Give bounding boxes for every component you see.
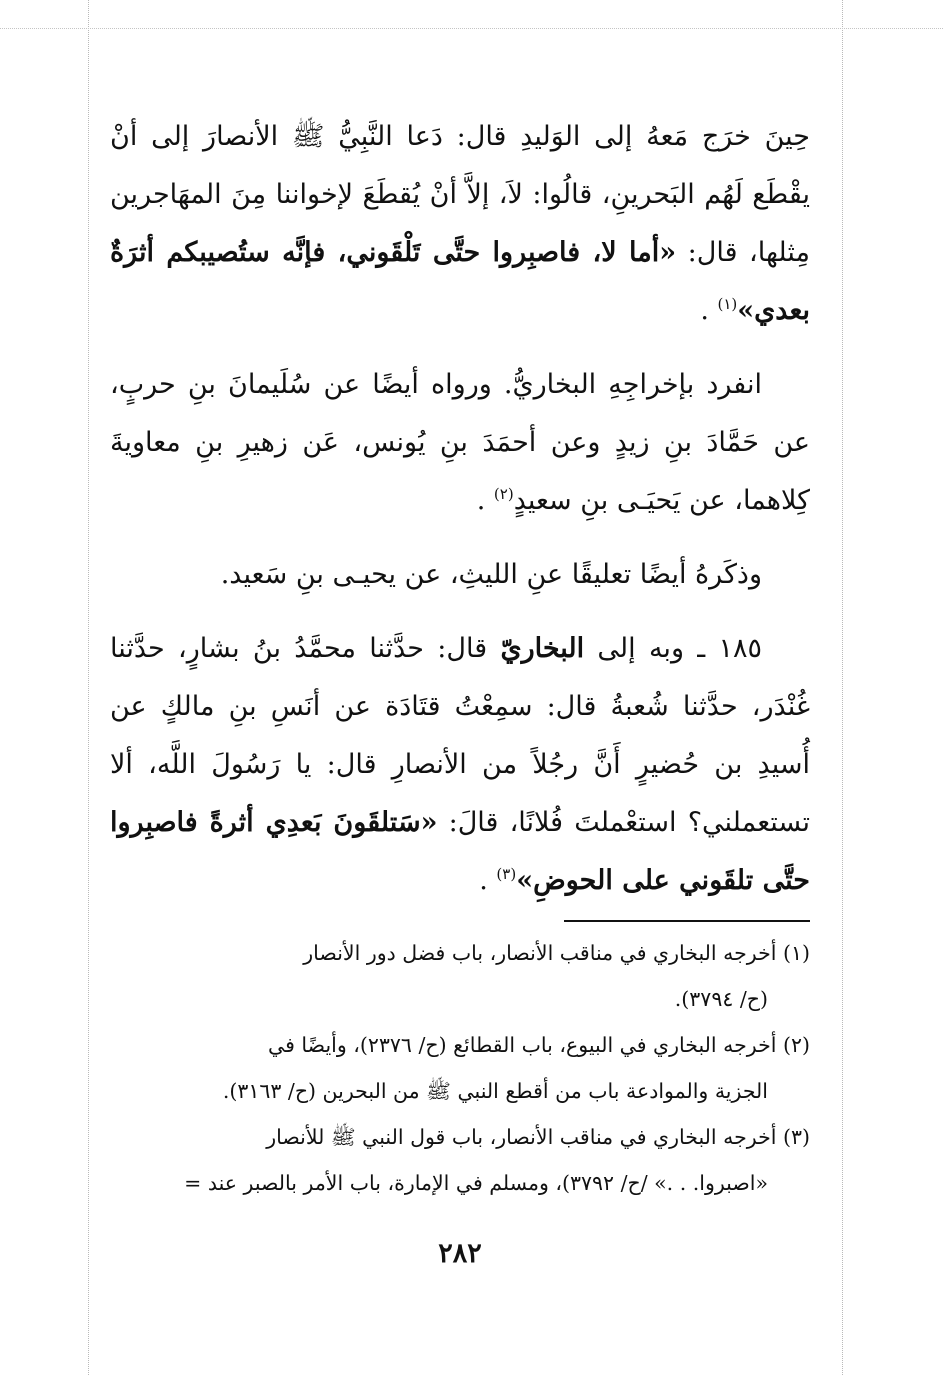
footnote-ref-3[interactable]: (٣): [496, 865, 517, 883]
page-number: ٢٨٢: [438, 1238, 482, 1269]
hadith-185-chain: قال: حدَّثنا محمَّدُ بنُ بشارٍ، حدَّثنا غُنْدَر، حدَّثنا شُعبةُ قال: سمِعْتُ قتَادَة عن أنَسِ بنِ مالكٍ عن أُسيدِ بن حُضيرٍ أَنَّ رجُلاً من الأنصارِ قال: يا رَسُولَ اللَّه، ألا تستعملني؟ استعْملتَ فُلانًا، قالَ:: [110, 633, 810, 838]
hadith-185: [110, 620, 810, 910]
footnotes: [110, 930, 810, 1206]
paragraph-2-text: انفرد بإخراجِهِ البخاريُّ. ورواه أيضًا عن سُلَيمانَ بنِ حربٍ، عن حَمَّادَ بنِ زيدٍ وعن أحمَدَ بنِ يُونس، عَن زهيرِ بنِ معاويةَ كِلاهما، عن يَحيَـى بنِ سعيدٍ: [110, 369, 810, 516]
guide-line-top: [0, 28, 943, 29]
hadith-185-end: .: [479, 865, 497, 896]
guide-line-right: [842, 0, 843, 1375]
footnote-2-line-1: (٢) أخرجه البخاري في البيوع، باب القطائع (ح/ ٢٣٧٦)، وأيضًا في: [268, 1033, 810, 1057]
footnote-1-cont: [110, 976, 810, 1022]
footnote-1-line-1: (١) أخرجه البخاري في مناقب الأنصار، باب فضل دور الأنصار: [303, 941, 810, 965]
paragraph-2-end: .: [476, 485, 494, 516]
footnote-3: [110, 1114, 810, 1160]
footnote-ref-2[interactable]: (٢): [493, 485, 514, 503]
paragraph-3: وذكَرهُ أيضًا تعليقًا عنِ الليثِ، عن يحيـى بنِ سَعيد.: [220, 559, 762, 590]
book-page: [110, 108, 810, 1269]
paragraph-1-quote: «أما لا، فاصبِروا حتَّى تَلْقَوني، فإنَّه ستُصيبكم أثرَةٌ بعدي»: [110, 237, 810, 326]
footnote-ref-1[interactable]: (١): [717, 295, 738, 313]
hadith-185-number: ١٨٥ ـ وبه إلى: [584, 633, 762, 664]
footnote-2: [110, 1022, 810, 1068]
hadith-185-source: البخاريّ: [500, 633, 585, 664]
footnote-separator: [564, 920, 810, 922]
guide-line-left: [88, 0, 89, 1375]
footnote-3-line-2: «اصبروا. . .» /ح/ ٣٧٩٢)، ومسلم في الإمارة، باب الأمر بالصبر عند =: [184, 1171, 768, 1195]
hadith-185-quote: «سَتلقَونَ بَعدِي أثرةً فاصبِروا حتَّى تلقَوني على الحوضِ»: [110, 807, 810, 896]
footnote-3-cont: [110, 1160, 810, 1206]
footnote-1: [110, 930, 810, 976]
paragraph-1-end: .: [700, 295, 718, 326]
footnote-1-line-2: (ح/ ٣٧٩٤).: [674, 987, 768, 1011]
paragraph-1: [110, 108, 810, 340]
paragraph-2: [110, 356, 810, 530]
footnote-2-cont: [110, 1068, 810, 1114]
footnote-3-line-1: (٣) أخرجه البخاري في مناقب الأنصار، باب قول النبي ﷺ للأنصار: [266, 1125, 810, 1149]
footnote-2-line-2: الجزية والموادعة باب من أقطع النبي ﷺ من البحرين (ح/ ٣١٦٣).: [222, 1079, 768, 1103]
paragraph-1-text: حِينَ خرَج مَعهُ إلى الوَليدِ قال: دَعا النَّبِيُّ ﷺ الأنصارَ إلى أنْ يقْطَع لَهُم البَحرينِ، قالُوا: لاَ، إلاَّ أنْ يُقطَعَ لإخواننا مِنَ المهَاجرين مِثلها، قال:: [110, 121, 810, 268]
